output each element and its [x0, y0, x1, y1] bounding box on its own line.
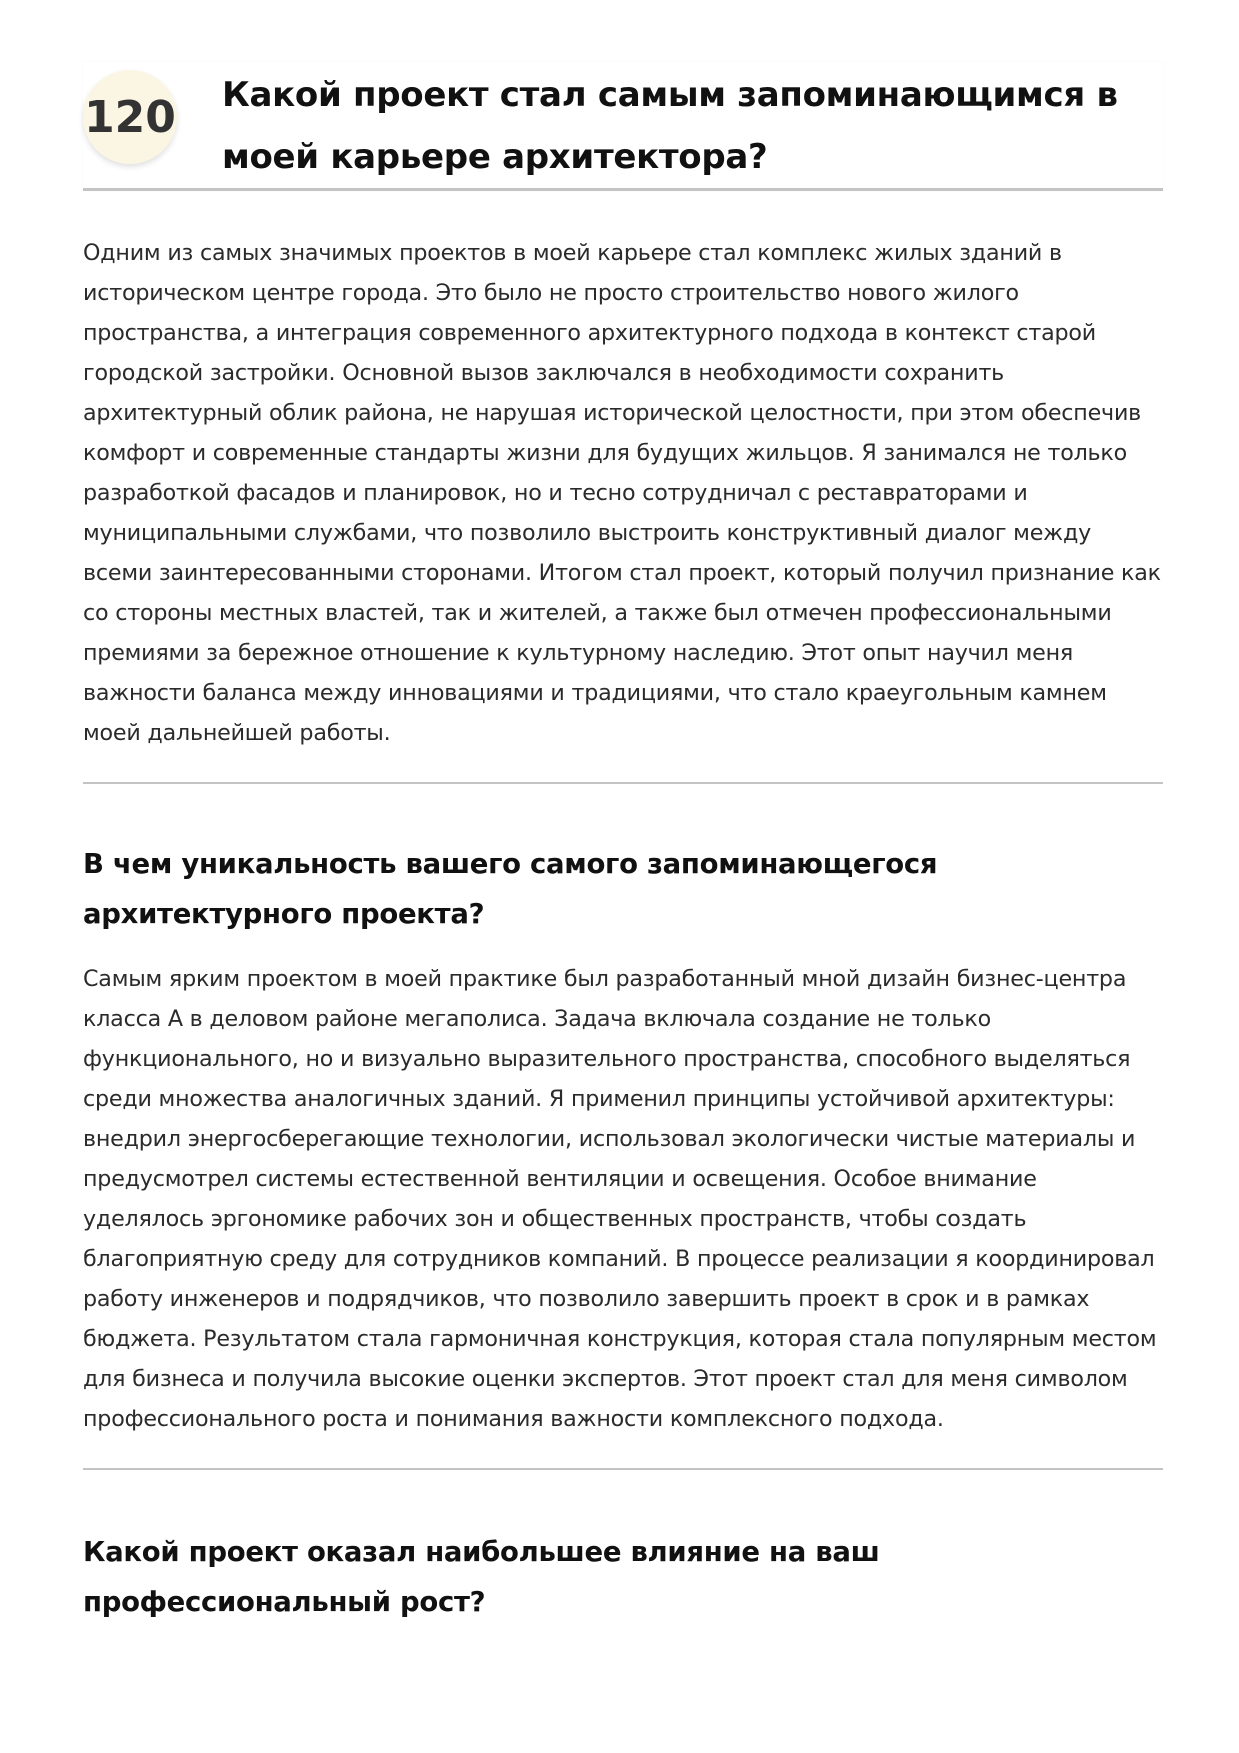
question-number-badge: 120 — [83, 70, 177, 164]
document-page — [83, 0, 1163, 1627]
section-heading: Какой проект оказал наибольшее влияние на ваш профессиональный рост? — [83, 1536, 880, 1618]
answer-paragraph: Самым ярким проектом в моей практике был разработанный мной дизайн бизнес-центра класса А в деловом районе мегаполиса. Задача включала создание не только функционального, но и визуально выразительного пространства, способного выделяться среди множества аналогичных зданий. Я применил принципы устойчивой архитектуры: внедрил энергосберегающие технологии, использовал экологически чистые материалы и предусмотрел системы естественной вентиляции и освещения. Особое внимание уделялось эргономике рабочих зон и общественных пространств, чтобы создать благоприятную среду для сотрудников компаний. В процессе реализации я координировал работу инженеров и подрядчиков, что позволило завершить проект в срок и в рамках бюджета. Результатом стала гармоничная конструкция, которая стала популярным местом для бизнеса и получила высокие оценки экспертов. Этот проект стал для меня символом профессионального роста и понимания важности комплексного подхода. — [83, 966, 1157, 1432]
answer-paragraph: Одним из самых значимых проектов в моей карьере стал комплекс жилых зданий в историческом центре города. Это было не просто строительство нового жилого пространства, а интеграция современного архитектурного подхода в контекст старой городской застройки. Основной вызов заключался в необходимости сохранить архитектурный облик района, не нарушая исторической целостности, при этом обеспечив комфорт и современные стандарты жизни для будущих жильцов. Я занимался не только разработкой фасадов и планировок, но и тесно сотрудничал с реставраторами и муниципальными службами, что позволило выстроить конструктивный диалог между всеми заинтересованными сторонами. Итогом стал проект, который получил признание как со стороны местных властей, так и жителей, а также был отмечен профессиональными премиями за бережное отношение к культурному наследию. Этот опыт научил меня важности баланса между инновациями и традициями, что стало краеугольным камнем моей дальнейшей работы. — [83, 240, 1161, 746]
section-heading: В чем уникальность вашего самого запоминающегося архитектурного проекта? — [83, 848, 938, 930]
page-title: Какой проект стал самым запоминающимся в моей карьере архитектора? — [222, 75, 1118, 177]
section-divider — [83, 782, 1163, 784]
title-block — [83, 62, 1163, 191]
section-divider — [83, 1468, 1163, 1470]
